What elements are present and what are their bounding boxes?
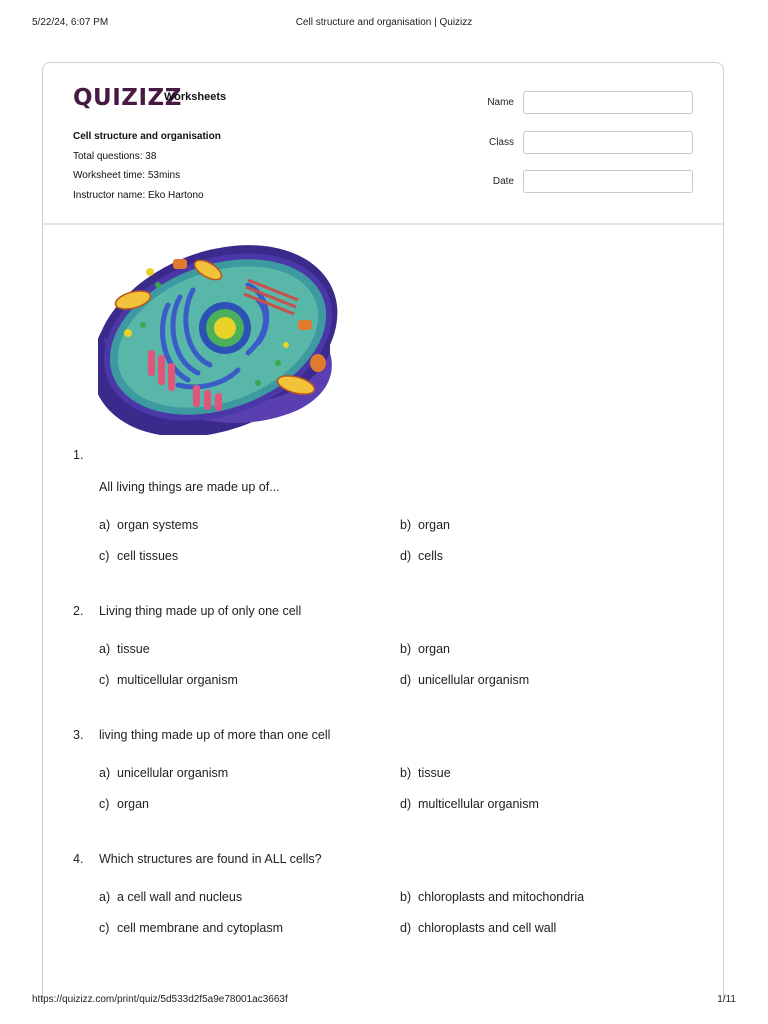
option-text: multicellular organism — [418, 797, 539, 811]
question-text: Which structures are found in ALL cells? — [99, 852, 322, 866]
option-d — [400, 921, 556, 935]
option-d — [400, 549, 443, 563]
date-field-row — [463, 170, 693, 194]
option-letter: c) — [99, 549, 110, 563]
option-text: chloroplasts and cell wall — [418, 921, 557, 935]
option-letter: c) — [99, 921, 110, 935]
option-text: organ systems — [117, 518, 199, 532]
instructor-name: Instructor name: Eko Hartono — [73, 189, 204, 201]
option-letter: d) — [400, 549, 412, 563]
option-d — [400, 797, 539, 811]
option-text: a cell wall and nucleus — [117, 890, 243, 904]
option-text: chloroplasts and mitochondria — [418, 890, 585, 904]
worksheet-time: Worksheet time: 53mins — [73, 170, 181, 181]
worksheet-meta — [73, 127, 221, 205]
name-field[interactable] — [523, 91, 693, 114]
animal-cell-image — [98, 245, 343, 435]
question-number: 3. — [73, 728, 84, 742]
brand-subtitle: Worksheets — [164, 91, 227, 103]
option-text: unicellular organism — [117, 766, 229, 780]
print-footer — [32, 994, 736, 1008]
option-a — [99, 518, 198, 532]
date-field[interactable] — [523, 170, 693, 193]
option-c — [99, 797, 149, 811]
student-fields — [463, 91, 693, 210]
class-field[interactable] — [523, 131, 693, 154]
class-field-row — [463, 131, 693, 155]
option-text: tissue — [418, 766, 451, 780]
option-text: tissue — [117, 642, 150, 656]
option-letter: b) — [400, 642, 412, 656]
worksheet-header — [43, 63, 723, 225]
option-d — [400, 673, 529, 687]
option-letter: a) — [99, 890, 111, 904]
option-letter: b) — [400, 890, 412, 904]
option-text: organ — [117, 797, 149, 811]
question-text: Living thing made up of only one cell — [99, 604, 302, 618]
option-a — [99, 890, 242, 904]
print-header — [32, 17, 736, 31]
date-label: Date — [492, 176, 514, 187]
print-page-title: Cell structure and organisation | Quizizz — [295, 17, 473, 28]
total-questions: Total questions: 38 — [73, 150, 157, 162]
option-a — [99, 642, 150, 656]
option-text: cells — [418, 549, 444, 563]
option-b — [400, 518, 450, 532]
option-letter: c) — [99, 797, 110, 811]
brand-name: QUIZIZZ — [73, 85, 182, 111]
question-number: 2. — [73, 604, 84, 618]
option-letter: d) — [400, 797, 412, 811]
option-text: cell tissues — [117, 549, 179, 563]
option-a — [99, 766, 228, 780]
option-b — [400, 766, 451, 780]
print-datetime: 5/22/24, 6:07 PM — [32, 17, 109, 28]
option-letter: a) — [99, 642, 111, 656]
option-letter: b) — [400, 766, 412, 780]
option-text: cell membrane and cytoplasm — [117, 921, 284, 935]
option-text: unicellular organism — [418, 673, 530, 687]
print-url[interactable]: https://quizizz.com/print/quiz/5d533d2f5a9e78001ac3663f — [32, 994, 288, 1005]
option-text: organ — [418, 518, 450, 532]
option-b — [400, 890, 584, 904]
option-c — [99, 673, 238, 687]
question-number: 1. — [73, 448, 84, 462]
option-letter: d) — [400, 673, 412, 687]
quizizz-logo — [73, 85, 227, 111]
option-letter: a) — [99, 518, 111, 532]
option-text: organ — [418, 642, 450, 656]
option-c — [99, 549, 178, 563]
class-label: Class — [488, 136, 514, 148]
page-number: 1/11 — [717, 994, 736, 1005]
option-b — [400, 642, 450, 656]
worksheet — [42, 62, 724, 1002]
name-label: Name — [487, 97, 514, 108]
option-letter: d) — [400, 921, 412, 935]
worksheet-title: Cell structure and organisation — [73, 131, 221, 142]
option-letter: b) — [400, 518, 412, 532]
question-text: living thing made up of more than one cell — [99, 728, 331, 742]
option-text: multicellular organism — [117, 673, 238, 687]
question-number: 4. — [73, 852, 84, 866]
option-letter: c) — [99, 673, 110, 687]
option-letter: a) — [99, 766, 111, 780]
question-text: All living things are made up of... — [99, 480, 280, 494]
name-field-row — [463, 91, 693, 115]
option-c — [99, 921, 283, 935]
